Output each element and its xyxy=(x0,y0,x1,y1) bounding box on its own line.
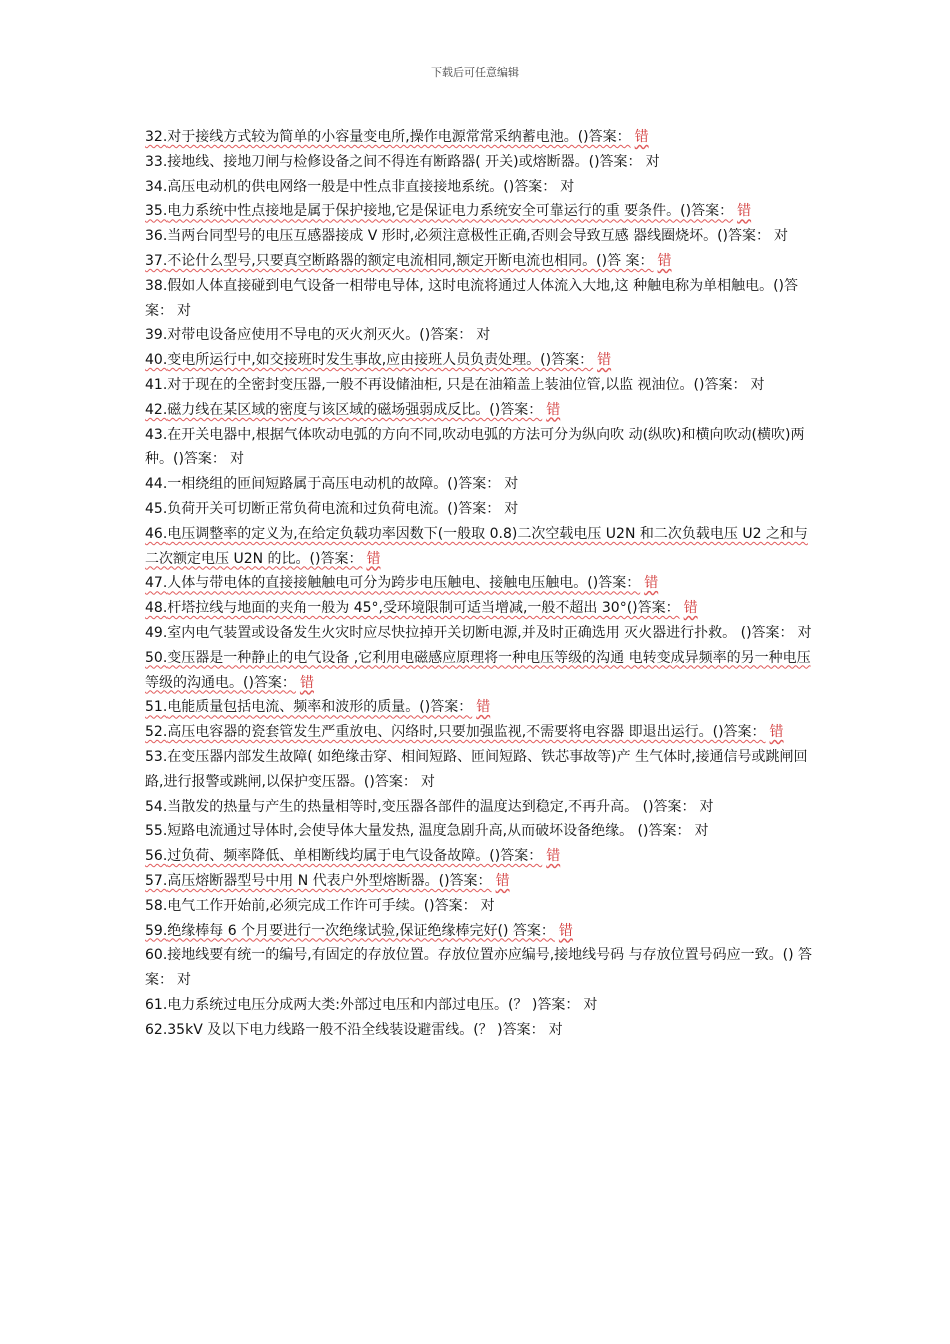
answer-label: 对 xyxy=(774,228,789,245)
question-item xyxy=(145,695,815,720)
question-text xyxy=(145,799,696,815)
question-number: 36. xyxy=(145,228,168,245)
question-text xyxy=(145,947,812,988)
question-body: 不论什么型号,只要真空断路器的额定电流相同,额定开断电流也相同。()答 案： xyxy=(167,252,654,269)
question-body: 高压电容器的瓷套管发生严重放电、闪络时,只要加强监视,不需要将电容器 即退出运行。()答案： xyxy=(167,724,766,741)
question-number: 53. xyxy=(145,748,168,765)
question-number: 38. xyxy=(145,277,168,294)
question-number: 34. xyxy=(145,178,168,195)
question-body: 在变压器内部发生故障( 如绝缘击穿、相间短路、匝间短路、铁芯事故等)产 生气体时,接通信号或跳闸回路,进行报警或跳闸,以保护变压器。()答案： xyxy=(145,748,808,790)
question-body: 磁力线在某区域的密度与该区域的磁场强弱成反比。()答案： xyxy=(167,401,543,418)
question-text xyxy=(145,650,811,691)
question-number: 57. xyxy=(145,872,168,889)
question-text xyxy=(145,724,766,740)
question-body: 对于现在的全密封变压器,一般不再设储油柜, 只是在油箱盖上装油位管,以监 视油位。()答案： xyxy=(167,376,747,393)
question-text xyxy=(145,228,770,244)
question-text xyxy=(145,749,808,790)
question-number: 56. xyxy=(145,848,168,865)
question-item xyxy=(145,1018,815,1043)
question-number: 58. xyxy=(145,897,168,914)
answer-label: 错 xyxy=(495,872,510,889)
question-item xyxy=(145,745,815,795)
question-item xyxy=(145,844,815,869)
question-item xyxy=(145,199,815,224)
question-item xyxy=(145,125,815,150)
answer-label: 对 xyxy=(177,302,191,319)
page-header: 下载后可任意编辑 xyxy=(431,66,519,79)
question-body: 接地线、接地刀闸与检修设备之间不得连有断路器( 开关)或熔断器。()答案： xyxy=(167,153,642,170)
question-body: 室内电气装置或设备发生火灾时应尽快拉掉开关切断电源,并及时正确选用 灭火器进行扑救。 ()答案： xyxy=(167,624,794,641)
question-item xyxy=(145,249,815,274)
question-text xyxy=(145,278,798,319)
question-item xyxy=(145,423,815,473)
question-item xyxy=(145,596,815,621)
question-list xyxy=(145,125,815,1042)
question-text xyxy=(145,699,472,715)
question-text xyxy=(145,600,680,616)
answer-label: 错 xyxy=(546,848,561,865)
answer-label: 对 xyxy=(480,897,495,914)
question-text xyxy=(145,997,579,1013)
answer-label: 对 xyxy=(645,153,660,170)
question-text xyxy=(145,203,733,219)
answer-label: 对 xyxy=(229,451,244,468)
question-text xyxy=(145,179,556,195)
question-body: 人体与带电体的直接接触触电可分为跨步电压触电、接触电压触电。()答案： xyxy=(167,575,641,592)
question-number: 60. xyxy=(145,947,168,964)
question-number: 44. xyxy=(145,476,168,493)
question-item xyxy=(145,224,815,249)
question-body: 负荷开关可切断正常负荷电流和过负荷电流。()答案： xyxy=(167,500,501,517)
question-number: 51. xyxy=(145,699,168,716)
question-text xyxy=(145,625,794,641)
question-text xyxy=(145,501,500,517)
answer-label: 错 xyxy=(366,550,381,567)
answer-label: 对 xyxy=(548,1021,563,1038)
question-item xyxy=(145,795,815,820)
question-text xyxy=(145,129,631,145)
question-item xyxy=(145,993,815,1018)
question-body: 电力系统过电压分成两大类:外部过电压和内部过电压。(？ )答案： xyxy=(167,996,580,1013)
question-text xyxy=(145,873,492,889)
question-body: 电能质量包括电流、频率和波形的质量。()答案： xyxy=(167,699,473,716)
answer-label: 错 xyxy=(769,724,784,741)
question-item xyxy=(145,646,815,696)
question-number: 46. xyxy=(145,525,168,542)
question-number: 37. xyxy=(145,252,168,269)
question-number: 55. xyxy=(145,823,168,840)
question-text xyxy=(145,898,477,914)
question-item xyxy=(145,869,815,894)
question-number: 43. xyxy=(145,426,168,443)
question-number: 59. xyxy=(145,922,168,939)
question-number: 33. xyxy=(145,153,168,170)
question-body: 在开关电器中,根据气体吹动电弧的方向不同,吹动电弧的方法可分为纵向吹 动(纵吹)和横向吹动(横吹)两种。()答案： xyxy=(145,426,805,468)
answer-label: 对 xyxy=(750,376,765,393)
question-item xyxy=(145,274,815,324)
answer-label: 错 xyxy=(597,352,612,369)
question-item xyxy=(145,720,815,745)
question-number: 40. xyxy=(145,352,168,369)
question-number: 32. xyxy=(145,129,168,145)
question-text xyxy=(145,823,690,839)
question-body: 电压调整率的定义为,在给定负载功率因数下(一般取 0.8)二次空载电压 U2N 和二次负载电压 U2 之和与二次额定电压 U2N 的比。()答案： xyxy=(145,525,808,567)
question-text xyxy=(145,402,542,418)
answer-label: 对 xyxy=(583,996,598,1013)
question-body: 接地线要有统一的编号,有固定的存放位置。存放位置亦应编号,接地线号码 与存放位置号码应一致。() 答案： xyxy=(145,947,812,989)
question-text xyxy=(145,526,808,567)
question-body: 高压电动机的供电网络一般是中性点非直接接地系统。()答案： xyxy=(167,178,557,195)
answer-label: 错 xyxy=(644,575,659,592)
answer-label: 错 xyxy=(558,922,573,939)
answer-label: 错 xyxy=(737,203,752,220)
question-body: 对带电设备应使用不导电的灭火剂灭火。()答案： xyxy=(167,327,473,344)
question-body: 对于接线方式较为简单的小容量变电所,操作电源常常采纳蓄电池。()答案： xyxy=(167,129,631,145)
question-number: 48. xyxy=(145,600,168,617)
question-text xyxy=(145,1022,545,1038)
question-body: 电力系统中性点接地是属于保护接地,它是保证电力系统安全可靠运行的重 要条件。()答案： xyxy=(167,203,734,220)
answer-label: 对 xyxy=(177,972,191,989)
answer-label: 对 xyxy=(420,773,435,790)
question-number: 49. xyxy=(145,624,168,641)
question-item xyxy=(145,919,815,944)
question-number: 35. xyxy=(145,203,168,220)
question-body: 杆塔拉线与地面的夹角一般为 45°,受环境限制可适当增减,一般不超出 30°()答案： xyxy=(167,600,680,617)
question-item xyxy=(145,621,815,646)
answer-label: 对 xyxy=(560,178,575,195)
answer-label: 错 xyxy=(299,674,314,691)
question-number: 50. xyxy=(145,649,168,666)
answer-label: 错 xyxy=(634,129,649,145)
question-item xyxy=(145,819,815,844)
question-number: 52. xyxy=(145,724,168,741)
question-item xyxy=(145,398,815,423)
question-item xyxy=(145,497,815,522)
question-number: 41. xyxy=(145,376,168,393)
question-body: 变电所运行中,如交接班时发生事故,应由接班人员负责处理。()答案： xyxy=(167,352,594,369)
question-body: 当散发的热量与产生的热量相等时,变压器各部件的温度达到稳定,不再升高。 ()答案： xyxy=(167,798,696,815)
question-text xyxy=(145,352,593,368)
question-item xyxy=(145,373,815,398)
question-number: 45. xyxy=(145,500,168,517)
question-text xyxy=(145,377,746,393)
question-text xyxy=(145,327,472,343)
answer-label: 对 xyxy=(504,476,519,493)
question-number: 39. xyxy=(145,327,168,344)
question-item xyxy=(145,472,815,497)
answer-label: 错 xyxy=(476,699,491,716)
question-item xyxy=(145,150,815,175)
answer-label: 对 xyxy=(699,798,714,815)
question-number: 54. xyxy=(145,798,168,815)
question-body: 假如人体直接碰到电气设备一相带电导体, 这时电流将通过人体流入大地,这 种触电称为单相触电。()答案： xyxy=(145,277,798,319)
question-body: 过负荷、频率降低、单相断线均属于电气设备故障。()答案： xyxy=(167,848,543,865)
question-number: 42. xyxy=(145,401,168,418)
question-body: 短路电流通过导体时,会使导体大量发热, 温度急剧升高,从而破坏设备绝缘。 ()答案： xyxy=(167,823,691,840)
question-item xyxy=(145,522,815,572)
answer-label: 对 xyxy=(694,823,709,840)
answer-label: 错 xyxy=(683,600,698,617)
question-text xyxy=(145,476,500,492)
answer-label: 对 xyxy=(797,624,812,641)
question-body: 当两台同型号的电压互感器接成 V 形时,必须注意极性正确,否则会导致互感 器线圈烧坏。()答案： xyxy=(167,228,771,245)
question-body: 绝缘棒每 6 个月要进行一次绝缘试验,保证绝缘棒完好() 答案： xyxy=(167,922,555,939)
question-item xyxy=(145,943,815,993)
question-body: 变压器是一种静止的电气设备 ,它利用电磁感应原理将一种电压等级的沟通 电转变成异频率的另一种电压等级的沟通电。()答案： xyxy=(145,649,811,691)
question-item xyxy=(145,323,815,348)
question-number: 62. xyxy=(145,1021,168,1038)
question-text xyxy=(145,575,640,591)
question-item xyxy=(145,175,815,200)
question-text xyxy=(145,253,654,269)
question-text xyxy=(145,154,642,170)
question-item xyxy=(145,571,815,596)
answer-label: 错 xyxy=(657,252,672,269)
question-item xyxy=(145,894,815,919)
question-text xyxy=(145,923,555,939)
question-body: 电气工作开始前,必须完成工作许可手续。()答案： xyxy=(167,897,477,914)
question-body: 高压熔断器型号中用 N 代表户外型熔断器。()答案： xyxy=(167,872,492,889)
answer-label: 错 xyxy=(546,401,561,418)
question-number: 61. xyxy=(145,996,168,1013)
question-body: 一相绕组的匝间短路属于高压电动机的故障。()答案： xyxy=(167,476,501,493)
answer-label: 对 xyxy=(504,500,519,517)
question-body: 35kV 及以下电力线路一般不沿全线装设避雷线。(？ )答案： xyxy=(167,1021,545,1038)
question-number: 47. xyxy=(145,575,168,592)
question-item xyxy=(145,348,815,373)
answer-label: 对 xyxy=(476,327,491,344)
question-text xyxy=(145,848,542,864)
